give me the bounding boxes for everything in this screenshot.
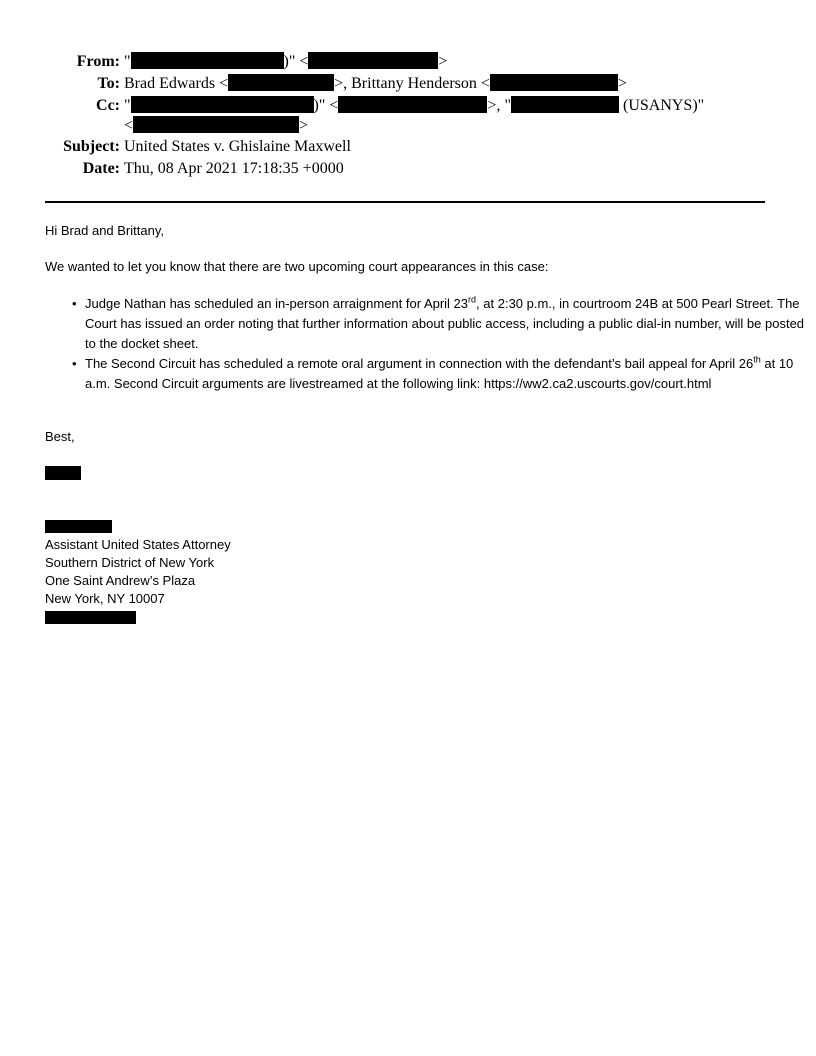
cc-value-2 xyxy=(124,116,308,136)
redaction-block xyxy=(45,611,136,624)
redaction-block xyxy=(133,116,299,133)
from-label: From: xyxy=(76,53,120,70)
date-label: Date: xyxy=(82,160,120,177)
cc-tail: (USANYS)" xyxy=(618,97,705,114)
header-divider xyxy=(45,201,765,203)
signature-address-1: One Saint Andrew’s Plaza xyxy=(45,573,196,588)
greeting: Hi Brad and Brittany, xyxy=(45,223,164,238)
redaction-block xyxy=(131,96,314,113)
redaction-block xyxy=(511,96,619,113)
signature-office: Southern District of New York xyxy=(45,555,215,570)
to-name-2: >, Brittany Henderson < xyxy=(334,75,490,92)
to-name-1: Brad Edwards < xyxy=(124,75,229,92)
cc-line2-open: < xyxy=(124,117,134,134)
list-item xyxy=(72,354,810,394)
redaction-block xyxy=(308,52,438,69)
appearance-list xyxy=(45,294,810,394)
list-item-text: Judge Nathan has scheduled an in-person arraignment for April 23 xyxy=(85,296,469,311)
cc-label: Cc: xyxy=(96,97,120,114)
bullet-icon: • xyxy=(72,296,77,311)
list-item-text: , at 2:30 p.m., in courtroom 24B at 500 Pearl Street. The Court has issued an order noting that further information about public access, including a public dial-in number, will be posted to the docket sheet. xyxy=(85,296,805,351)
cc-mid: )" < xyxy=(313,97,339,114)
cc-sep: >, " xyxy=(487,97,511,114)
from-quote: " xyxy=(124,53,131,70)
ordinal-suffix: th xyxy=(753,354,761,365)
redaction-block xyxy=(45,466,81,480)
bullet-icon: • xyxy=(72,356,77,371)
redaction-block xyxy=(131,52,284,69)
cc-value xyxy=(124,96,704,116)
from-value xyxy=(124,52,447,72)
redaction-block xyxy=(228,74,334,91)
list-item xyxy=(72,294,810,354)
from-mid: )" < xyxy=(283,53,309,70)
redaction-block xyxy=(338,96,487,113)
cc-line2-close: > xyxy=(299,117,309,134)
from-close: > xyxy=(438,53,448,70)
closing: Best, xyxy=(45,429,75,444)
redaction-block xyxy=(490,74,618,91)
signature-address-2: New York, NY 10007 xyxy=(45,591,165,606)
ordinal-suffix: rd xyxy=(468,294,477,305)
list-item-text: at 10 a.m. Second Circuit arguments are livestreamed at the following link: https://ww2.ca2.uscourts.gov/court.html xyxy=(85,356,794,391)
to-value xyxy=(124,74,627,94)
signature-title: Assistant United States Attorney xyxy=(45,537,231,552)
intro-paragraph: We wanted to let you know that there are two upcoming court appearances in this case: xyxy=(45,259,549,274)
redaction-block xyxy=(45,520,112,533)
to-label: To: xyxy=(97,75,120,92)
list-item-text: The Second Circuit has scheduled a remote oral argument in connection with the defendant’s bail appeal for April 26 xyxy=(85,356,754,371)
cc-quote: " xyxy=(124,97,131,114)
to-close: > xyxy=(617,75,627,92)
subject-value: United States v. Ghislaine Maxwell xyxy=(124,138,351,155)
date-value: Thu, 08 Apr 2021 17:18:35 +0000 xyxy=(124,160,344,177)
subject-label: Subject: xyxy=(63,138,120,155)
